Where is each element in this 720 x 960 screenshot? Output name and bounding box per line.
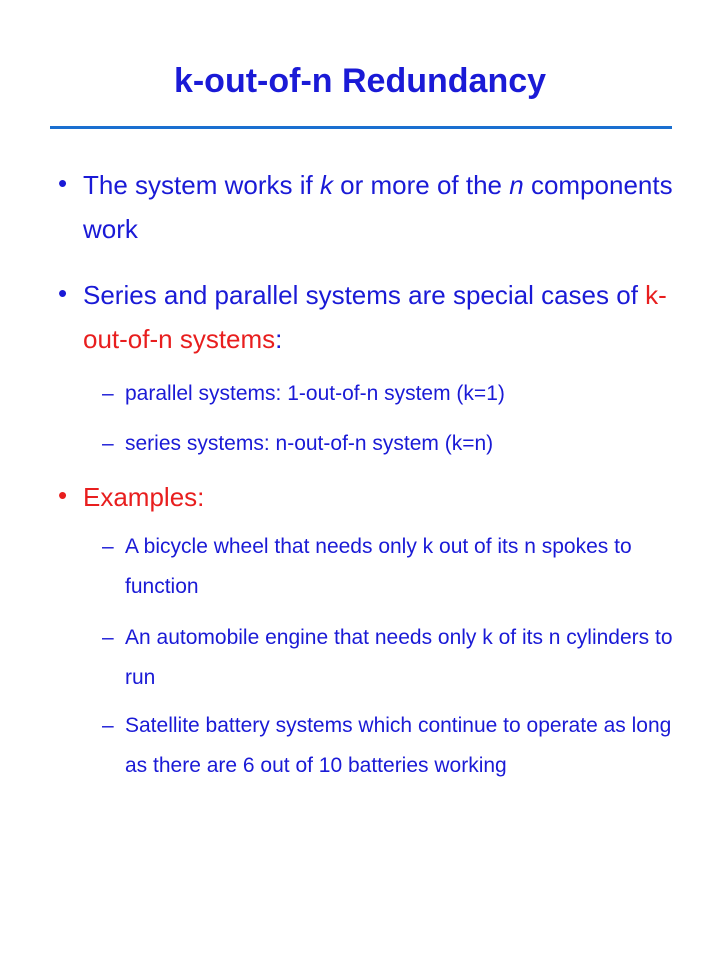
dash-marker: – bbox=[102, 382, 114, 405]
bullet-marker: • bbox=[58, 168, 68, 198]
sub-series: series systems: n-out-of-n system (k=n) bbox=[125, 432, 494, 455]
dash-marker: – bbox=[102, 432, 114, 455]
dash-marker: – bbox=[102, 626, 114, 649]
title-divider bbox=[50, 126, 672, 129]
bullet-text: The system works if bbox=[83, 170, 320, 200]
slide-title: k-out-of-n Redundancy bbox=[173, 62, 547, 100]
variable-k: k bbox=[319, 170, 333, 200]
example-engine: An automobile engine that needs only k of its n cylinders to run bbox=[125, 626, 673, 689]
highlight-k-out-of-n: k-out-of-n systems bbox=[83, 280, 667, 354]
dash-marker: – bbox=[102, 714, 114, 737]
bullet-marker: • bbox=[58, 480, 68, 510]
example-bicycle: A bicycle wheel that needs only k out of its n spokes to function bbox=[125, 535, 632, 598]
bullet-examples: Examples: bbox=[83, 482, 205, 512]
variable-n: n bbox=[509, 170, 524, 200]
bullet-text: Series and parallel systems are special cases of bbox=[83, 280, 646, 310]
bullet-system-works bbox=[83, 163, 673, 251]
bullet-text: components work bbox=[83, 170, 673, 244]
bullet-special-cases bbox=[83, 273, 673, 361]
sub-parallel: parallel systems: 1-out-of-n system (k=1) bbox=[125, 382, 505, 405]
bullet-text: : bbox=[275, 324, 283, 354]
dash-marker: – bbox=[102, 535, 114, 558]
bullet-text: or more of the bbox=[332, 170, 510, 200]
bullet-marker: • bbox=[58, 278, 68, 308]
example-satellite: Satellite battery systems which continue to operate as long as there are 6 out of 10 batteries working bbox=[125, 714, 672, 777]
